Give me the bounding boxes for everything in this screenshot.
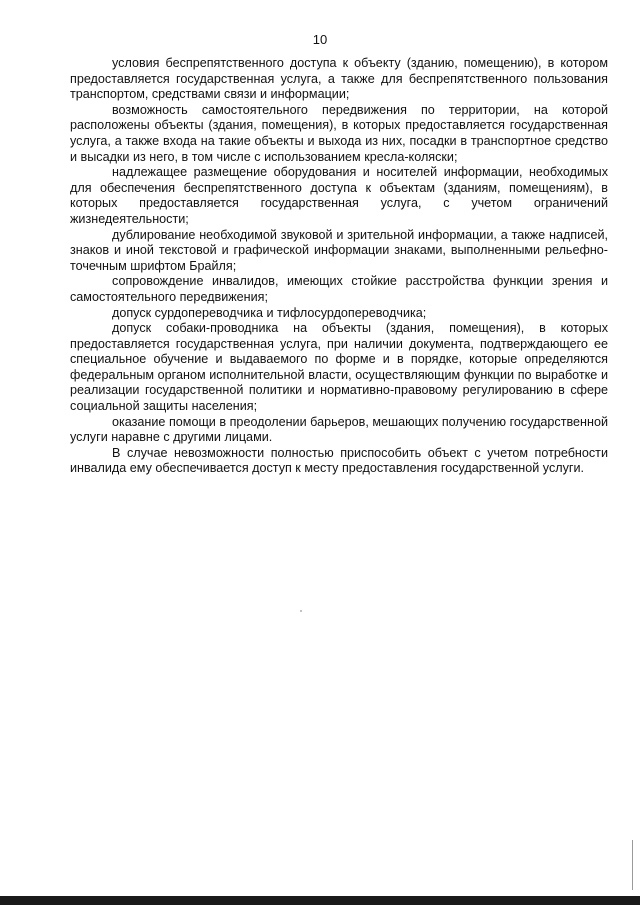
paragraph-accessibility-conditions: условия беспрепятственного доступа к объекту (зданию, помещению), в котором предоставляется государственная услуга, а также для беспрепятственного пользования транспортом, средствами связи и информации; bbox=[70, 56, 608, 102]
paragraph-barrier-assistance: оказание помощи в преодолении барьеров, мешающих получению государственной услуги наравне с другими лицами. bbox=[70, 414, 608, 445]
scan-speck bbox=[300, 610, 302, 612]
paragraph-independent-movement: возможность самостоятельного передвижения по территории, на которой расположены объекты (здания, помещения), в которых предоставляется государственная услуга, а также входа на такие объекты и выхода из них, посадки в транспортное средство и высадки из него, в том числе с использованием кресла-коляски; bbox=[70, 102, 608, 164]
paragraph-equipment-placement: надлежащее размещение оборудования и носителей информации, необходимых для обеспечения беспрепятственного доступа к объектам (зданиям, помещениям), в которых предоставляется государственная услуга, с учетом ограничений жизнедеятельности; bbox=[70, 165, 608, 226]
paragraph-information-duplication: дублирование необходимой звуковой и зрительной информации, а также надписей, знаков и иной текстовой и графической информации знаками, выполненными рельефно-точечным шрифтом Брайля; bbox=[70, 227, 608, 273]
paragraph-sign-interpreter: допуск сурдопереводчика и тифлосурдопереводчика; bbox=[112, 305, 427, 320]
paragraph-guide-dog: допуск собаки-проводника на объекты (здания, помещения), в которых предоставляется государственная услуга, при наличии документа, подтверждающего ее специальное обучение и выдаваемого по форме и в порядке, которые определяются федеральным органом исполнительной власти, осуществляющим функции по выработке и реализации государственной политики и нормативно-правовому регулированию в сфере социальной защиты населения; bbox=[70, 321, 608, 414]
page-number: 10 bbox=[312, 32, 328, 47]
document-body bbox=[70, 56, 608, 477]
scan-edge-line bbox=[632, 840, 633, 890]
paragraph-alternative-access: В случае невозможности полностью приспособить объект с учетом потребности инвалида ему обеспечивается доступ к месту предоставления государственной услуги. bbox=[70, 445, 608, 476]
scan-bottom-border bbox=[0, 896, 640, 905]
paragraph-escort-disabled: сопровождение инвалидов, имеющих стойкие расстройства функции зрения и самостоятельного передвижения; bbox=[70, 274, 608, 304]
